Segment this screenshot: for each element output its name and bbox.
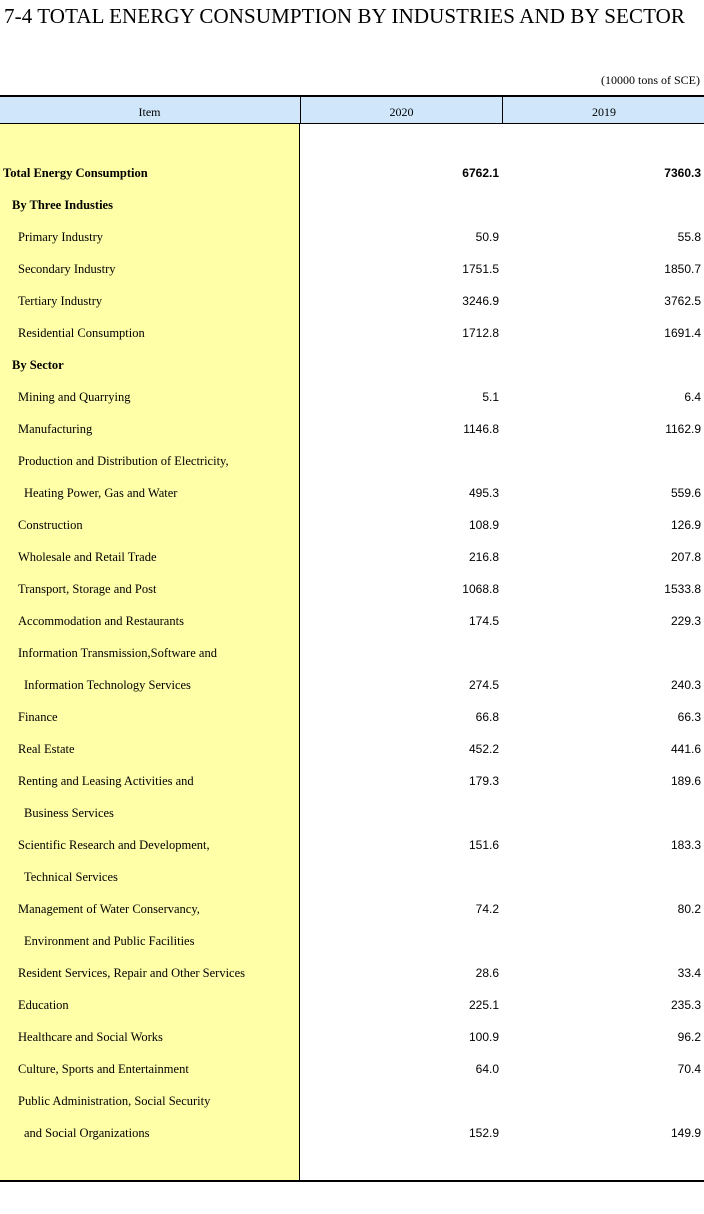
table-row — [0, 710, 704, 742]
value-2020: 452.2 — [468, 742, 499, 756]
value-2020: 108.9 — [468, 518, 499, 532]
value-2019: 235.3 — [670, 998, 701, 1012]
table-row — [0, 934, 704, 966]
value-2019: 126.9 — [670, 518, 701, 532]
value-2019: 441.6 — [670, 742, 701, 756]
table-row — [0, 1094, 704, 1126]
table-row — [0, 582, 704, 614]
value-2019: 55.8 — [677, 230, 701, 244]
row-label: Wholesale and Retail Trade — [18, 550, 157, 564]
row-label: Education — [18, 998, 69, 1012]
table-row — [0, 326, 704, 358]
row-label: Accommodation and Restaurants — [18, 614, 184, 628]
value-2019: 1850.7 — [664, 262, 701, 276]
table-row — [0, 966, 704, 998]
value-2019: 1533.8 — [664, 582, 701, 596]
value-2019: 207.8 — [670, 550, 701, 564]
table-row — [0, 870, 704, 902]
value-2020: 100.9 — [468, 1030, 499, 1044]
value-2020: 5.1 — [482, 390, 499, 404]
row-label: Renting and Leasing Activities and — [18, 774, 194, 788]
row-label: Construction — [18, 518, 83, 532]
table-row — [0, 742, 704, 774]
value-2019: 7360.3 — [664, 166, 701, 180]
value-2019: 229.3 — [670, 614, 701, 628]
value-2019: 3762.5 — [664, 294, 701, 308]
table-row — [0, 1062, 704, 1094]
table-row — [0, 262, 704, 294]
header-2019: 2019 — [502, 97, 704, 124]
row-label: Scientific Research and Development, — [18, 838, 210, 852]
row-label: Total Energy Consumption — [3, 166, 148, 180]
table-row — [0, 806, 704, 838]
value-2020: 174.5 — [468, 614, 499, 628]
row-label: Management of Water Conservancy, — [18, 902, 200, 916]
table-row — [0, 998, 704, 1030]
value-2019: 96.2 — [677, 1030, 701, 1044]
value-2019: 1691.4 — [664, 326, 701, 340]
value-2019: 70.4 — [677, 1062, 701, 1076]
table-header — [0, 95, 704, 124]
value-2020: 216.8 — [468, 550, 499, 564]
value-2020: 495.3 — [468, 486, 499, 500]
table-row — [0, 518, 704, 550]
table-row — [0, 358, 704, 390]
value-2020: 6762.1 — [462, 166, 499, 180]
value-2019: 6.4 — [684, 390, 701, 404]
page-title: 7-4 TOTAL ENERGY CONSUMPTION BY INDUSTRIES AND BY SECTOR — [4, 4, 686, 28]
value-2020: 274.5 — [468, 678, 499, 692]
row-label: Primary Industry — [18, 230, 104, 244]
header-2020: 2020 — [300, 97, 502, 124]
value-2020: 64.0 — [475, 1062, 499, 1076]
table-row — [0, 294, 704, 326]
table-row — [0, 230, 704, 262]
value-2020: 66.8 — [475, 710, 499, 724]
row-label: Manufacturing — [18, 422, 93, 436]
row-label: Transport, Storage and Post — [18, 582, 157, 596]
table-row — [0, 774, 704, 806]
table-bottom-rule — [0, 1180, 704, 1182]
table-row — [0, 1030, 704, 1062]
row-label: Tertiary Industry — [18, 294, 103, 308]
table-row — [0, 486, 704, 518]
row-label: Finance — [18, 710, 58, 724]
value-2019: 1162.9 — [665, 422, 701, 436]
table-row — [0, 198, 704, 230]
row-label: Real Estate — [18, 742, 75, 756]
row-label: Culture, Sports and Entertainment — [18, 1062, 189, 1076]
row-label: Secondary Industry — [18, 262, 116, 276]
value-2020: 1146.8 — [463, 422, 499, 436]
table-row — [0, 838, 704, 870]
value-2020: 1712.8 — [462, 326, 499, 340]
table-row — [0, 166, 704, 198]
row-label: Resident Services, Repair and Other Services — [18, 966, 246, 980]
table-row — [0, 902, 704, 934]
table-row — [0, 1126, 704, 1158]
value-2020: 179.3 — [468, 774, 499, 788]
value-2020: 3246.9 — [462, 294, 499, 308]
value-2020: 1751.5 — [462, 262, 499, 276]
row-label: Information Technology Services — [24, 678, 191, 692]
row-label: Public Administration, Social Security — [18, 1094, 211, 1108]
value-2020: 1068.8 — [462, 582, 499, 596]
row-label: Environment and Public Facilities — [24, 934, 195, 948]
value-2019: 240.3 — [670, 678, 701, 692]
row-label: By Sector — [12, 358, 64, 372]
value-2020: 50.9 — [475, 230, 499, 244]
row-label: By Three Industies — [12, 198, 113, 212]
value-2020: 225.1 — [468, 998, 499, 1012]
row-label: Production and Distribution of Electricity, — [18, 454, 229, 468]
value-2020: 74.2 — [475, 902, 499, 916]
row-label: Business Services — [24, 806, 114, 820]
header-item: Item — [138, 105, 161, 119]
row-label: Heating Power, Gas and Water — [24, 486, 178, 500]
row-label: Healthcare and Social Works — [18, 1030, 163, 1044]
row-label: Mining and Quarrying — [18, 390, 131, 404]
table-row — [0, 614, 704, 646]
value-2019: 33.4 — [677, 966, 701, 980]
value-2020: 28.6 — [475, 966, 499, 980]
table-row — [0, 646, 704, 678]
table-row — [0, 390, 704, 422]
table-row — [0, 678, 704, 710]
row-label: Information Transmission,Software and — [18, 646, 217, 660]
value-2020: 152.9 — [468, 1126, 499, 1140]
row-label: Technical Services — [24, 870, 118, 884]
value-2019: 559.6 — [670, 486, 701, 500]
table-row — [0, 550, 704, 582]
value-2020: 151.6 — [468, 838, 499, 852]
table-row — [0, 422, 704, 454]
unit-note: (10000 tons of SCE) — [601, 73, 700, 87]
value-2019: 189.6 — [670, 774, 701, 788]
row-label: Residential Consumption — [18, 326, 145, 340]
value-2019: 149.9 — [670, 1126, 701, 1140]
row-label: and Social Organizations — [24, 1126, 150, 1140]
value-2019: 183.3 — [670, 838, 701, 852]
value-2019: 66.3 — [677, 710, 701, 724]
table-row — [0, 454, 704, 486]
value-2019: 80.2 — [677, 902, 701, 916]
